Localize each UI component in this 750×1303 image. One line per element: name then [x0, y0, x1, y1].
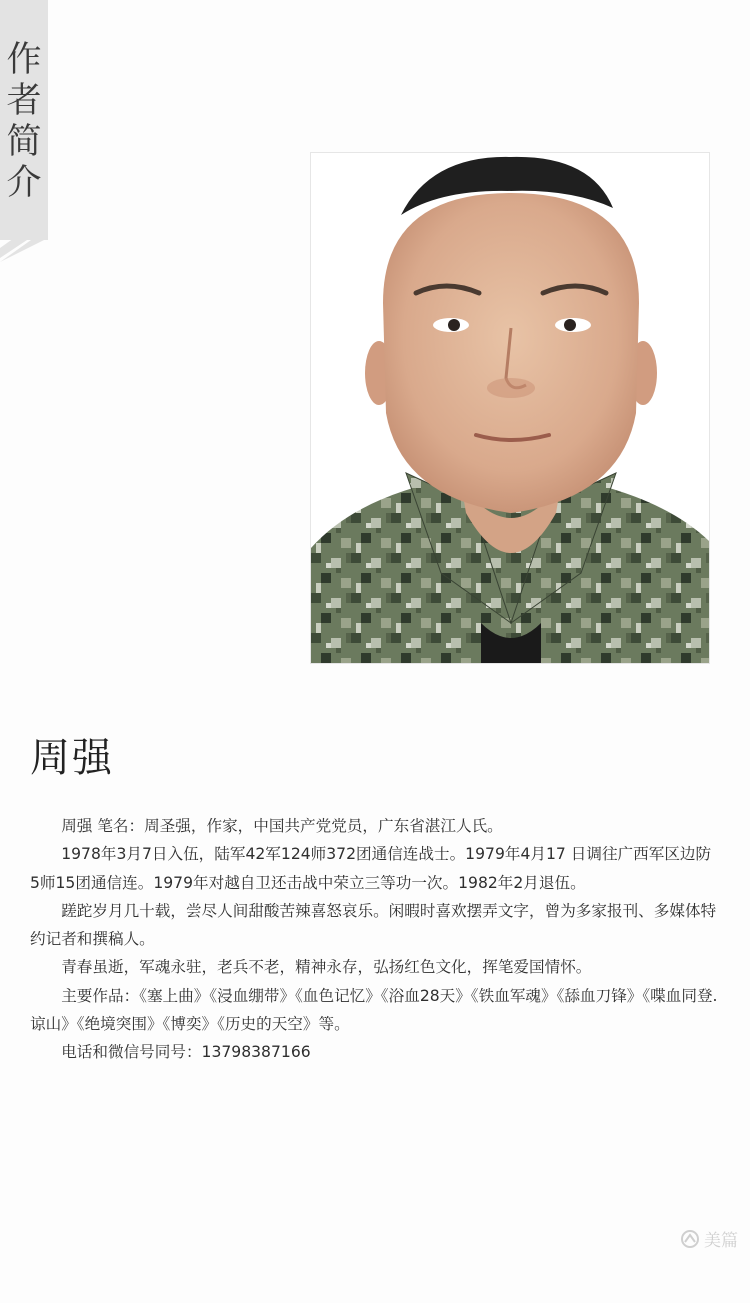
bio-paragraph-spirit: 青春虽逝，军魂永驻，老兵不老，精神永存，弘扬红色文化，挥笔爱国情怀。 [61, 958, 592, 977]
bio-paragraph-military: 1978年3月7日入伍，陆军42军124师372团通信连战士。1979年4月17 日调往广西军区边防5师15团通信连。1979年对越自卫还击战中荣立三等功一次。1982年2月退伍。 [30, 845, 712, 892]
banner-diagonal-decoration [0, 214, 48, 262]
bio-paragraph-life: 蹉跎岁月几十载，尝尽人间甜酸苦辣喜怒哀乐。闲暇时喜欢摆弄文字，曾为多家报刊、多媒体特约记者和撰稿人。 [30, 901, 717, 949]
author-portrait-photo [310, 152, 710, 664]
meipian-logo-icon [680, 1229, 700, 1249]
bio-paragraph-contact: 电话和微信号同号：13798387166 [61, 1043, 311, 1062]
bio-paragraph-works: 主要作品：《塞上曲》《浸血绷带》《血色记忆》《浴血28天》《铁血军魂》《舔血刀锋》《喋血同登.谅山》《绝境突围》《博奕》《历史的天空》等。 [30, 986, 718, 1034]
section-title-char-1: 作 [6, 40, 42, 80]
section-title-vertical [2, 40, 46, 204]
meipian-watermark [680, 1226, 738, 1251]
author-name: 周强 [30, 735, 114, 781]
bio-paragraph-intro: 周强 笔名：周圣强，作家，中国共产党党员，广东省湛江人氏。 [61, 817, 503, 835]
author-biography [30, 812, 720, 1067]
section-title-char-2: 者 [6, 81, 42, 121]
watermark-text: 美篇 [704, 1231, 738, 1251]
section-title-char-3: 简 [6, 122, 42, 162]
section-title-char-4: 介 [6, 163, 42, 203]
